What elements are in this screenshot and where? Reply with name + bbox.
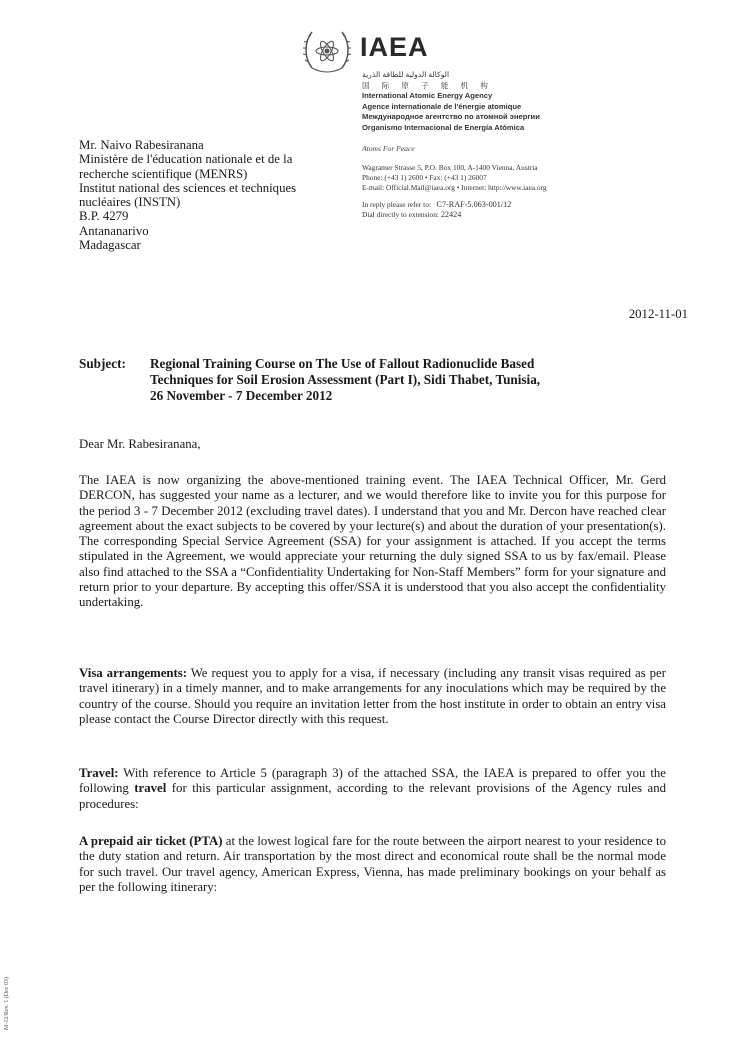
iaea-wordmark: IAEA: [360, 32, 429, 62]
subject-label: Subject:: [79, 356, 126, 371]
iaea-emblem-icon: [298, 24, 356, 82]
agency-name-arabic: الوكالة الدولية للطاقة الذرية: [362, 70, 450, 79]
agency-names: [362, 70, 540, 133]
recipient-line: Madagascar: [79, 238, 141, 253]
subject-text: [150, 356, 540, 404]
paragraph-visa: [79, 666, 666, 727]
dial-extension: 22424: [440, 210, 462, 219]
air-ticket-text: at the lowest logical fare for the route between the airport nearest to your residence to the duty station and return. Air transportation by the most direct and economical route shall be the normal mode for such travel. Our travel agency, American Express, Vienna, has made preliminary bookings on your behalf as per the following itinerary:: [79, 834, 667, 894]
recipient-address: [79, 138, 296, 252]
subject-line: Techniques for Soil Erosion Assessment (Part I), Sidi Thabet, Tunisia,: [150, 372, 541, 387]
phone-fax: Phone: (+43 1) 2600 • Fax: (+43 1) 26007: [362, 173, 487, 182]
agency-name-english: International Atomic Energy Agency: [362, 91, 493, 100]
recipient-line: Ministère de l'éducation nationale et de la: [79, 152, 293, 167]
recipient-line: Antananarivo: [79, 223, 149, 238]
postal-address: Wagramer Strasse 5, P.O. Box 100, A-1400 Vienna, Austria: [362, 163, 538, 172]
travel-heading: Travel:: [79, 766, 119, 780]
dial-label: Dial directly to extension:: [362, 210, 439, 219]
agency-name-chinese: 国 际 原 子 能 机 构: [362, 80, 493, 90]
paragraph-invitation: The IAEA is now organizing the above-mentioned training event. The IAEA Technical Officer, Mr. Gerd DERCON, has suggested your name as a lecturer, and we would therefore like to invite you for this purpose for the period 3 - 7 December 2012 (excluding travel dates). I understand that you and Mr. Dercon have reached clear agreement about the exact subjects to be covered by your lecture(s) and about the duration of your presentation(s). The corresponding Special Service Agreement (SSA) for your assignment is attached. If you accept the terms stipulated in the Agreement, we would appreciate your returning the duly signed SSA to us by fax/email. Please also find attached to the SSA a “Confidentiality Undertaking for Non-Staff Members” form for your signature and return prior to your departure. By accepting this offer/SSA it is understood that you also accept the confidentiality undertaking.: [79, 473, 666, 610]
recipient-line: Mr. Naivo Rabesiranana: [79, 138, 204, 152]
agency-name-french: Agence internationale de l'énergie atomique: [362, 101, 522, 111]
letter-date: 2012-11-01: [628, 307, 688, 321]
recipient-line: recherche scientifique (MENRS): [79, 166, 248, 181]
subject-line: 26 November - 7 December 2012: [150, 388, 333, 403]
visa-text: We request you to apply for a visa, if necessary (including any transit visas required as per travel itinerary) in a timely manner, and to make arrangements for any inoculations which may be required by the country of the course. Should you require an invitation letter from the host institute in order to obtain an entry visa please contact the Course Director directly with this request.: [79, 666, 666, 726]
salutation: Dear Mr. Rabesiranana,: [79, 437, 201, 451]
tagline: Atoms For Peace: [362, 144, 415, 153]
subject-line: Regional Training Course on The Use of Fallout Radionuclide Based: [150, 356, 535, 371]
reply-label: In reply please refer to:: [362, 200, 431, 209]
recipient-line: B.P. 4279: [79, 209, 129, 224]
visa-heading: Visa arrangements:: [79, 666, 187, 680]
paragraph-air-ticket: [79, 834, 666, 895]
travel-text-b: for this particular assignment, according to the relevant provisions of the Agency rules and procedures:: [79, 781, 666, 811]
reply-reference: C7-RAF-5.063-001/12: [436, 200, 512, 209]
travel-bold-word: travel: [134, 781, 167, 796]
recipient-line: Institut national des sciences et techniques: [79, 180, 297, 195]
travel-text-a: With reference to Article 5 (paragraph 3) of the attached SSA, the IAEA is prepared to offer you the following: [79, 766, 666, 796]
agency-name-spanish: Organismo Internacional de Energía Atómica: [362, 122, 525, 132]
form-code: M-12/Rev. 1 (Dec 03): [4, 977, 10, 1030]
paragraph-travel: [79, 766, 666, 812]
recipient-line: nucléaires (INSTN): [79, 195, 181, 210]
contact-block: [362, 163, 547, 193]
air-ticket-heading: A prepaid air ticket (PTA): [79, 834, 223, 848]
reference-block: [362, 200, 511, 220]
email-web: E-mail: Official.Mail@iaea.org • Internet: http://www.iaea.org: [362, 183, 547, 192]
agency-name-russian: Международное агентство по атомной энергии: [362, 112, 540, 121]
